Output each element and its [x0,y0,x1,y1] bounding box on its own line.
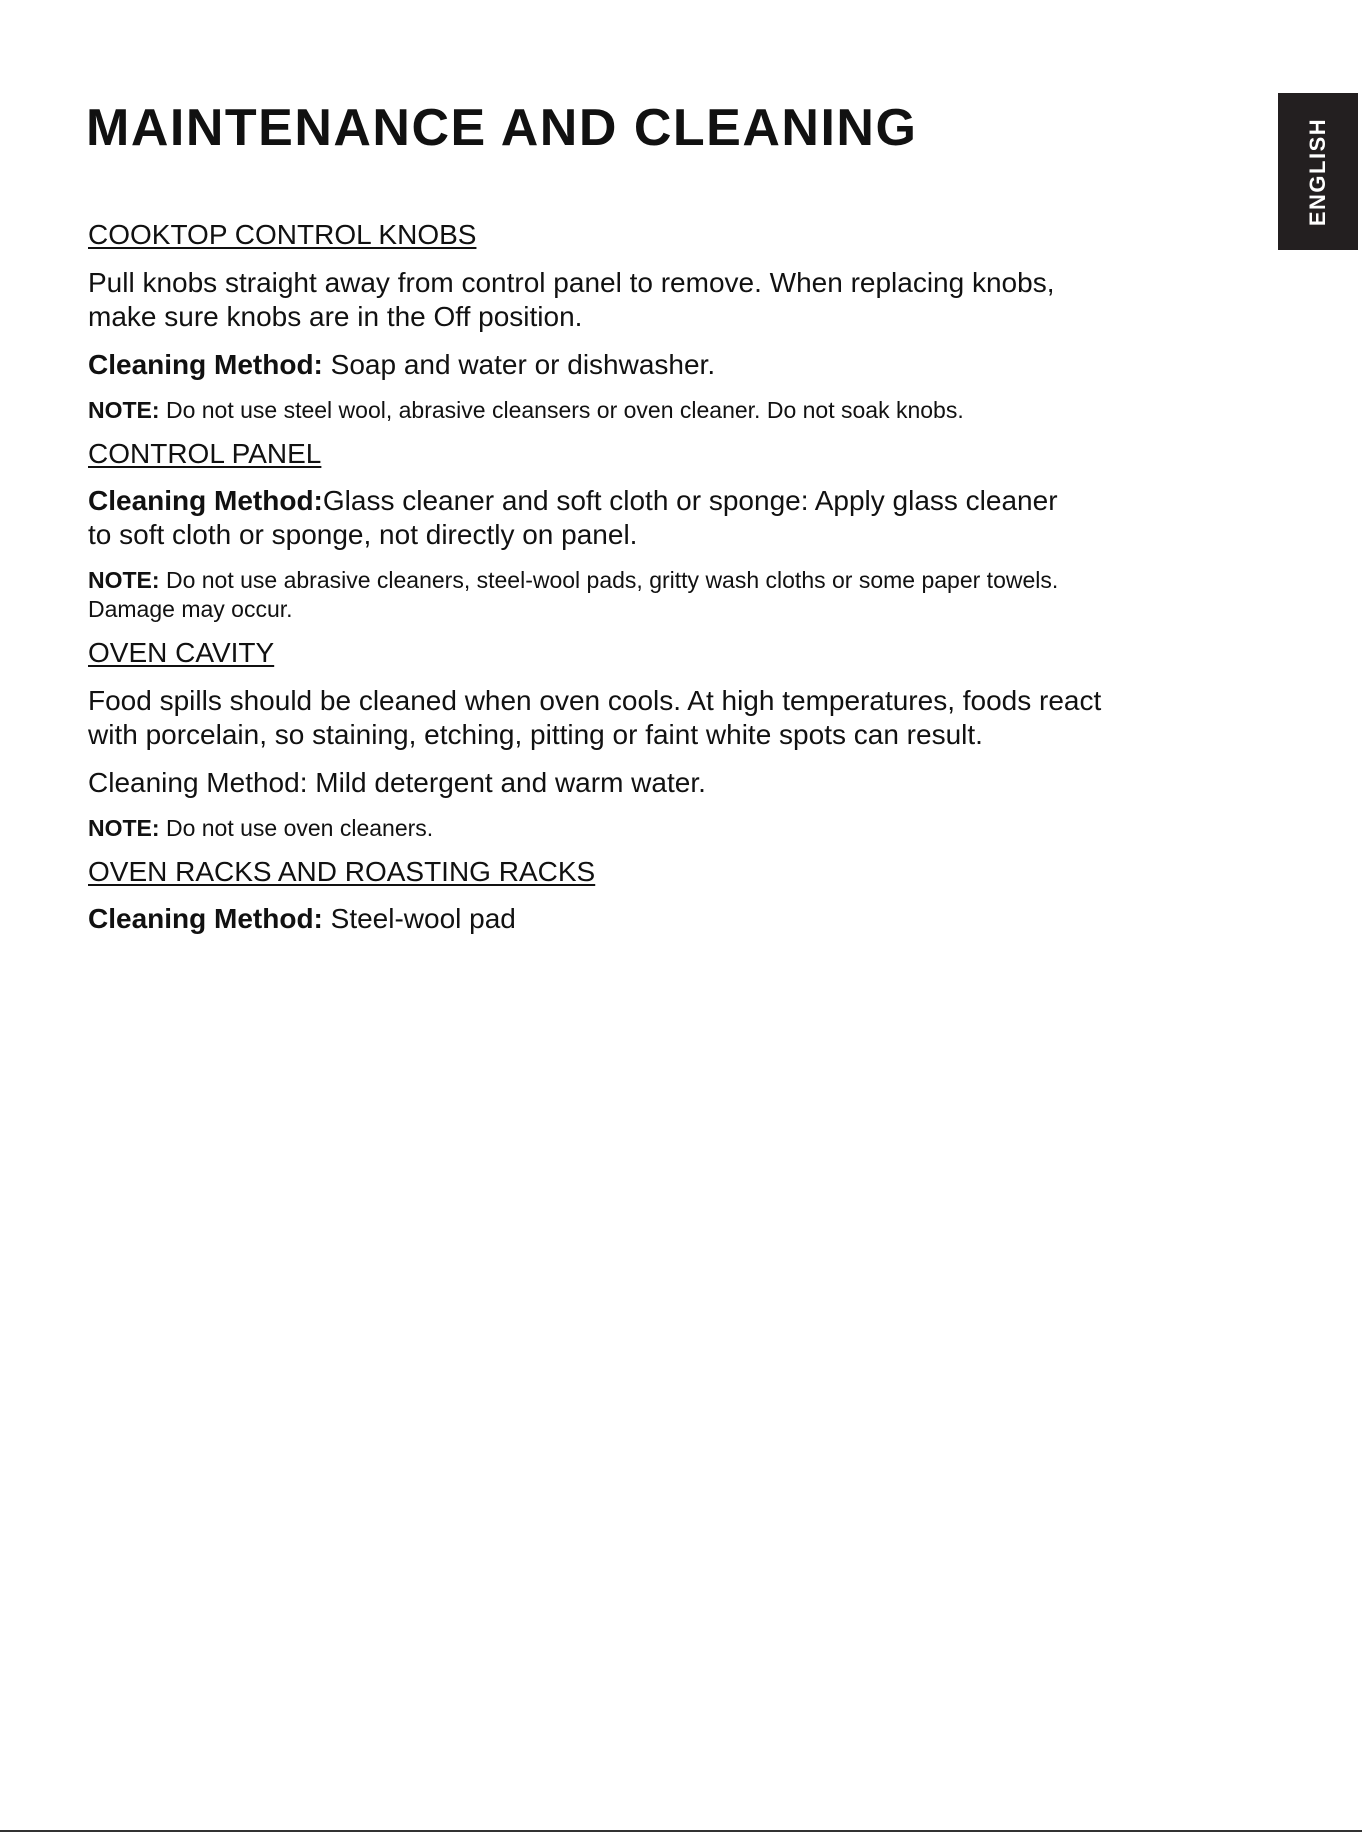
cleaning-method-label: Cleaning Method: [88,485,323,517]
language-tab [1278,93,1358,250]
note-label: NOTE: [88,814,160,841]
content [88,218,1168,950]
language-tab-label: ENGLISH [1305,117,1330,226]
section-body: Pull knobs straight away from control panel to remove. When replacing knobs, make sure knobs are in the Off position. [88,266,1055,332]
section-heading: COOKTOP CONTROL KNOBS [88,219,477,250]
section-heading: OVEN CAVITY [88,637,275,669]
cleaning-method-label: Cleaning Method: [88,348,323,380]
note-text: Do not use abrasive cleaners, steel-wool pads, gritty wash cloths or some paper towels. Damage may occur. [88,567,1059,623]
section-heading: OVEN RACKS AND ROASTING RACKS [88,855,596,887]
section-control-panel [88,437,1168,625]
cleaning-method-text: Glass cleaner and soft cloth or sponge: Apply glass cleaner to soft cloth or sponge, not directly on panel. [88,485,1058,551]
note [88,814,1168,843]
page-title: MAINTENANCE AND CLEANING [86,99,918,157]
cleaning-method [88,484,1088,552]
note-label: NOTE: [88,396,160,423]
section-cooktop-control-knobs [88,218,1168,425]
cleaning-method-label: Cleaning Method: [88,903,323,935]
note-label: NOTE: [88,567,160,594]
cleaning-method [88,348,1168,382]
page-bottom-rule [0,1830,1362,1832]
note-text: Do not use steel wool, abrasive cleansers or oven cleaner. Do not soak knobs. [159,396,964,423]
cleaning-method-text: Soap and water or dishwasher. [322,348,716,380]
note [88,566,1148,624]
section-oven-cavity [88,636,1168,843]
section-oven-racks [88,855,1168,937]
cleaning-method [88,902,1168,936]
cleaning-method-text: Steel-wool pad [322,903,516,935]
cleaning-method: Cleaning Method: Mild detergent and warm water. [88,766,706,798]
note [88,396,1168,425]
note-text: Do not use oven cleaners. [159,814,434,841]
section-heading: CONTROL PANEL [88,437,322,469]
section-body: Food spills should be cleaned when oven cools. At high temperatures, foods react with porcelain, so staining, etching, pitting or faint white spots can result. [88,684,1102,750]
